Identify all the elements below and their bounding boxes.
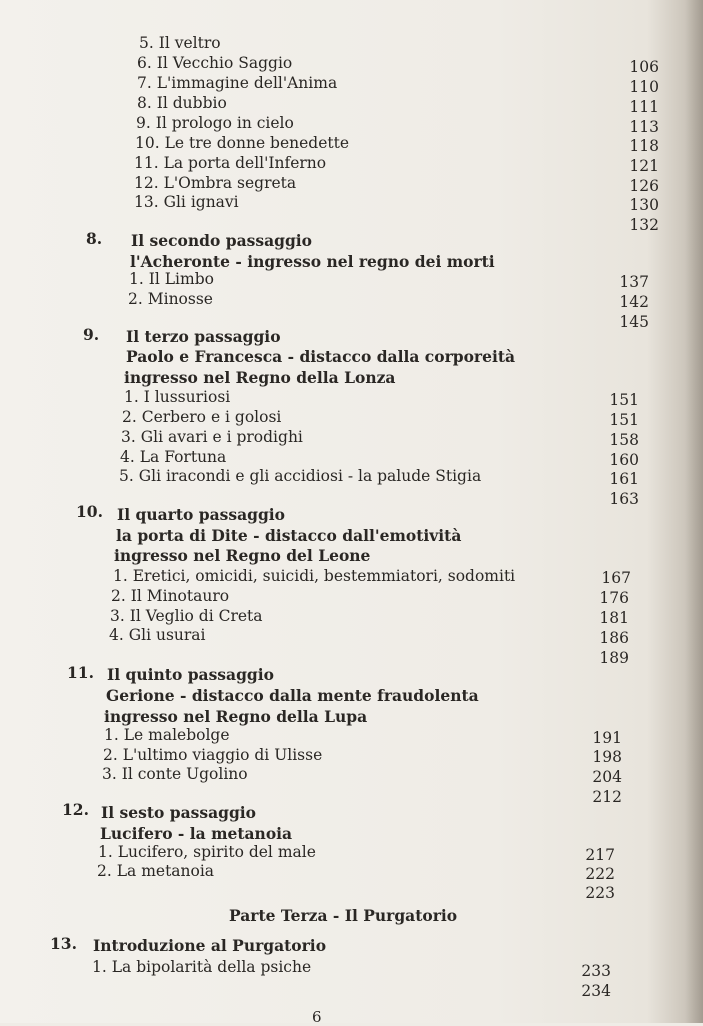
page-ref: 151 [609, 411, 639, 429]
page-ref: 167 [601, 569, 631, 587]
toc-item: 6. Il Vecchio Saggio [137, 54, 293, 72]
section-number: 10. [76, 502, 103, 521]
page-ref: 234 [581, 982, 611, 1000]
section-subtitle: ingresso nel Regno della Lonza [124, 368, 396, 387]
section-subtitle: Paolo e Francesca - distacco dalla corporeità [126, 347, 516, 366]
section-title: Il secondo passaggio [131, 231, 313, 250]
section-title: Il sesto passaggio [101, 803, 257, 822]
page-ref: 181 [599, 609, 629, 627]
page-ref: 233 [581, 962, 611, 980]
toc-item: 1. Il Limbo [129, 270, 214, 288]
page-ref: 212 [592, 788, 622, 806]
toc-item: 2. Il Minotauro [111, 587, 230, 605]
section-number: 8. [86, 229, 103, 248]
toc-item: 1. Eretici, omicidi, suicidi, bestemmiatori, sodomiti [113, 567, 516, 585]
page-ref: 163 [609, 490, 639, 508]
page-ref: 130 [629, 196, 659, 214]
page-ref: 217 [585, 846, 615, 864]
page-ref: 158 [609, 431, 639, 449]
page-edge-shadow [685, 0, 703, 1023]
toc-item: 1. I lussuriosi [124, 388, 231, 406]
toc-item: 5. Il veltro [139, 34, 221, 52]
section-number: 11. [67, 663, 94, 682]
section-subtitle: Lucifero - la metanoia [100, 824, 293, 843]
page-ref: 189 [599, 649, 629, 667]
page-ref: 111 [629, 98, 659, 116]
section-title: Il quinto passaggio [107, 665, 274, 684]
part-heading: Parte Terza - Il Purgatorio [229, 906, 458, 925]
section-subtitle: ingresso nel Regno della Lupa [104, 707, 368, 726]
toc-item: 2. Minosse [128, 290, 213, 308]
section-title: Il quarto passaggio [117, 505, 286, 524]
section-title: Il terzo passaggio [126, 327, 281, 346]
section-number: 12. [62, 800, 89, 819]
page-ref: 110 [629, 78, 659, 96]
page-ref: 151 [609, 391, 639, 409]
toc-item: 12. L'Ombra segreta [134, 174, 297, 192]
page-ref: 198 [592, 748, 622, 766]
toc-item: 11. La porta dell'Inferno [134, 154, 327, 172]
toc-item: 10. Le tre donne benedette [135, 134, 350, 152]
toc-item: 2. Cerbero e i golosi [122, 408, 282, 426]
section-subtitle: ingresso nel Regno del Leone [114, 546, 371, 565]
toc-item: 9. Il prologo in cielo [136, 114, 294, 132]
page-ref: 106 [629, 58, 659, 76]
page-ref: 161 [609, 470, 639, 488]
toc-item: 1. Le malebolge [104, 726, 230, 744]
toc-item: 2. L'ultimo viaggio di Ulisse [103, 746, 323, 764]
page-ref: 137 [619, 273, 649, 291]
toc-item: 7. L'immagine dell'Anima [137, 74, 338, 92]
page-ref: 142 [619, 293, 649, 311]
page-ref: 145 [619, 313, 649, 331]
toc-item: 3. Il Veglio di Creta [110, 607, 263, 625]
section-number: 13. [50, 934, 77, 953]
toc-item: 4. Gli usurai [109, 626, 206, 644]
page-ref: 176 [599, 589, 629, 607]
page-ref: 113 [629, 118, 659, 136]
toc-item: 3. Il conte Ugolino [102, 765, 248, 783]
toc-item: 13. Gli ignavi [134, 193, 239, 211]
section-subtitle: Gerione - distacco dalla mente fraudolenta [106, 686, 479, 705]
page-ref: 121 [629, 157, 659, 175]
section-subtitle: la porta di Dite - distacco dall'emotività [116, 526, 462, 545]
page-ref: 126 [629, 177, 659, 195]
toc-item: 5. Gli iracondi e gli accidiosi - la palude Stigia [119, 467, 482, 485]
page-ref: 186 [599, 629, 629, 647]
toc-item: 3. Gli avari e i prodighi [121, 428, 303, 446]
page-ref: 222 [585, 865, 615, 883]
toc-item: 4. La Fortuna [120, 448, 227, 466]
page-ref: 118 [629, 137, 659, 155]
page-ref: 204 [592, 768, 622, 786]
page-ref: 132 [629, 216, 659, 234]
page-number: 6 [312, 1008, 322, 1026]
page-ref: 160 [609, 451, 639, 469]
section-subtitle: l'Acheronte - ingresso nel regno dei morti [130, 252, 495, 271]
page-ref: 223 [585, 884, 615, 902]
toc-item: 1. La bipolarità della psiche [92, 958, 312, 976]
toc-item: 8. Il dubbio [137, 94, 227, 112]
section-number: 9. [83, 325, 100, 344]
toc-item: 2. La metanoia [97, 862, 215, 880]
toc-item: 1. Lucifero, spirito del male [98, 843, 316, 861]
section-title: Introduzione al Purgatorio [93, 936, 327, 955]
page-ref: 191 [592, 729, 622, 747]
